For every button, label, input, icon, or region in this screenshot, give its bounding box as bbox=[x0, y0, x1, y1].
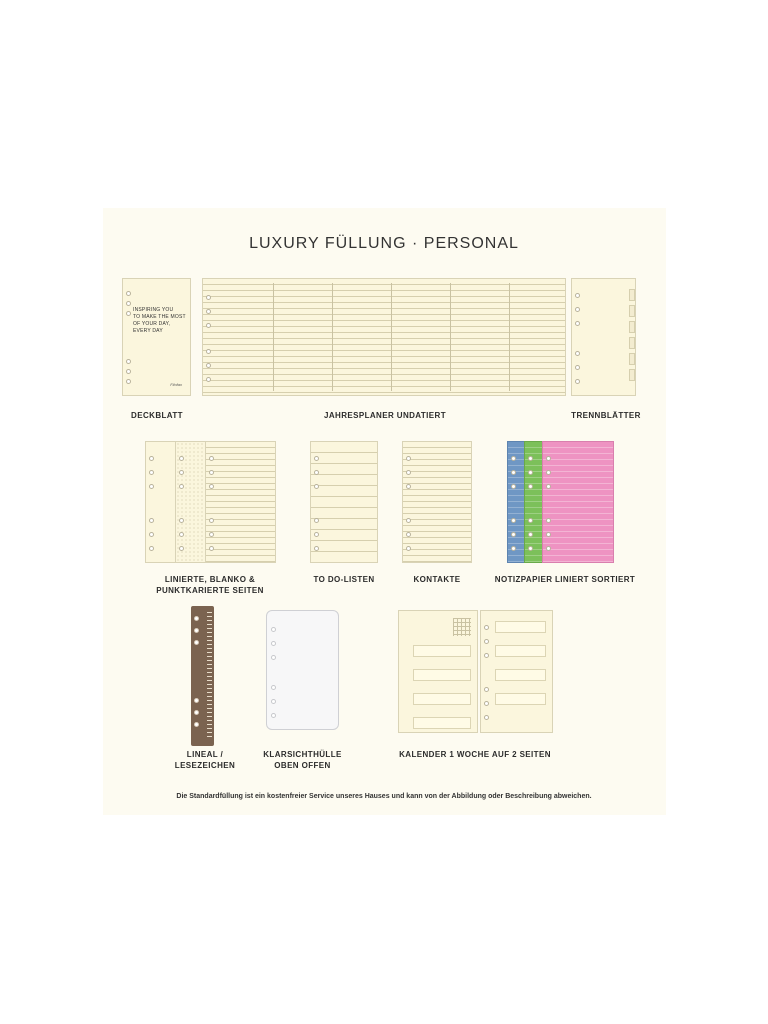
todo-sheet bbox=[310, 441, 378, 563]
dotted-sheet bbox=[175, 441, 207, 563]
label-linierte-line2: PUNKTKARIERTE SEITEN bbox=[156, 586, 264, 595]
label-linierte-line1: LINIERTE, BLANKO & bbox=[164, 575, 256, 584]
cover-line: EVERY DAY bbox=[133, 328, 163, 334]
cover-line: OF YOUR DAY, bbox=[133, 321, 171, 327]
label-kontakte: KONTAKTE bbox=[413, 575, 461, 584]
label-lineal-line1: LINEAL / bbox=[186, 750, 224, 759]
note-paper-pink bbox=[542, 441, 614, 563]
brand-logo: Filofax bbox=[170, 382, 182, 387]
cover-motto bbox=[133, 307, 186, 335]
calendar-left-page bbox=[398, 610, 478, 733]
contacts-sheet bbox=[402, 441, 472, 563]
divider-sheet bbox=[571, 278, 636, 396]
year-planner-sheet bbox=[202, 278, 566, 396]
lined-sheet bbox=[205, 441, 276, 563]
blank-sheet bbox=[145, 441, 177, 563]
label-todo: TO DO-LISTEN bbox=[313, 575, 375, 584]
cover-line: TO MAKE THE MOST bbox=[133, 314, 186, 320]
cover-sheet bbox=[122, 278, 191, 396]
label-klarsicht-line1: KLARSICHTHÜLLE bbox=[263, 750, 342, 759]
label-kalender: KALENDER 1 WOCHE AUF 2 SEITEN bbox=[399, 750, 551, 759]
cover-line: INSPIRING YOU bbox=[133, 307, 174, 313]
calendar-right-page bbox=[480, 610, 553, 733]
label-lineal bbox=[160, 749, 250, 771]
label-deckblatt: DECKBLATT bbox=[131, 411, 183, 420]
label-klarsicht bbox=[250, 749, 355, 771]
label-lineal-line2: LESEZEICHEN bbox=[174, 761, 236, 770]
label-linierte bbox=[130, 574, 290, 596]
page-title: LUXURY FÜLLUNG · PERSONAL bbox=[249, 235, 519, 252]
label-notizpapier: NOTIZPAPIER LINIERT SORTIERT bbox=[494, 575, 636, 584]
footnote: Die Standardfüllung ist ein kostenfreier Service unseres Hauses und kann von der Abbildung oder Beschreibung abweichen. bbox=[176, 793, 592, 800]
label-klarsicht-line2: OBEN OFFEN bbox=[274, 761, 331, 770]
label-trennblaetter: TRENNBLÄTTER bbox=[571, 411, 641, 420]
clear-sleeve bbox=[266, 610, 339, 730]
label-jahresplaner: JAHRESPLANER UNDATIERT bbox=[324, 411, 446, 420]
ruler-bookmark bbox=[191, 606, 214, 746]
